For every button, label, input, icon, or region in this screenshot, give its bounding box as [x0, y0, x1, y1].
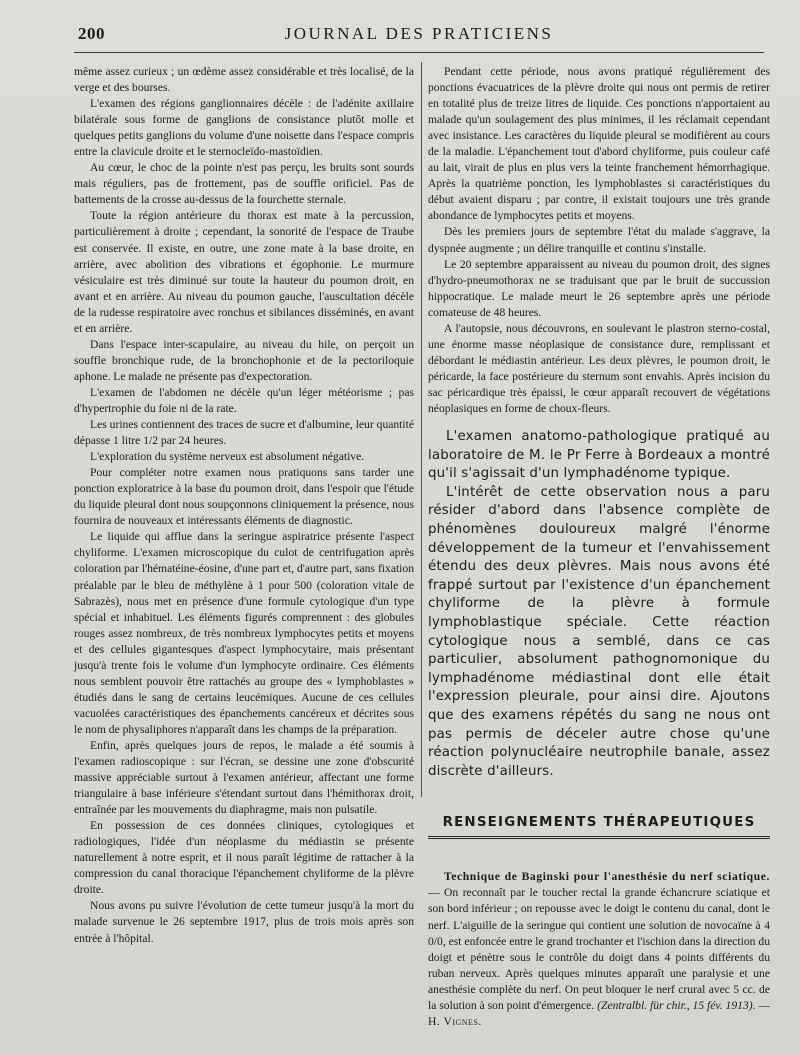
paragraph: même assez curieux ; un œdème assez considérable et très localisé, de la verge et des bourses. [74, 65, 414, 95]
paragraph: Le 20 septembre apparaissent au niveau du poumon droit, des signes d'hydro-pneumothorax ne se traduisant que par le bruit de succussion hippocratique. Le malade meurt le 26 septembre après une période comateuse de 48 heures. [428, 257, 770, 319]
journal-title: JOURNAL DES PRATICIENS [284, 24, 554, 43]
note-title: Technique de Baginski pour l'anesthésie du nerf sciatique. [444, 870, 770, 884]
note-dash: — [755, 998, 771, 1012]
note-body: — On reconnaît par le toucher rectal la grande échancrure sciatique et son bord inférieur ; on repousse avec le doigt le contenu du canal, dont le nerf. L'aiguille de la seringue qui contient une solution de novocaïne à 4 0/0, est enfoncée entre le grand trochanter et l'ischion dans la direction du doigt et pénètre sous le contrôle du doigt dans 4 points différents du ruban nerveux. Après quelques minutes apparaît une paralysie et une anesthésie complète du nerf. On peut bloquer le nerf crural avec 5 cc. de la solution à son point d'émergence. [428, 886, 770, 1012]
paragraph: Dès les premiers jours de septembre l'état du malade s'aggrave, la dyspnée augmente ; un délire tranquille et continu s'installe. [428, 225, 770, 255]
right-column [428, 64, 770, 1055]
paragraph: Les urines contiennent des traces de sucre et d'albumine, leur quantité dépasse 1 litre 1/2 par 24 heures. [74, 418, 414, 448]
paragraph: L'examen de l'abdomen ne décèle qu'un léger météorisme ; pas d'hypertrophie du foie ni de la rate. [74, 385, 414, 415]
paragraph: Enfin, après quelques jours de repos, le malade a été soumis à l'examen radioscopique : sur l'écran, se dessine une zone d'obscurité massive appréciable surtout à l'examen antérieur, affectant une forme triangulaire à base inférieure s'étendant surtout dans l'hémithorax droit, entraînée par les mouvements du diaphragme, mais non pulsatile. [74, 738, 414, 817]
paragraph: A l'autopsie, nous découvrons, en soulevant le plastron sterno-costal, une énorme masse néoplasique de consistance dure, remplissant et débordant le médiastin antérieur. Les deux plèvres, le poumon droit, le péricarde, la face postérieure du sternum sont envahis. Après incision du sac péricardique très épaissi, le cœur apparaît recouvert de végétations néoplasiques en forme de choux-fleurs. [428, 321, 770, 415]
note-source: (Zentralbl. für chir., 15 fév. 1913). [597, 998, 756, 1012]
page-number: 200 [78, 24, 105, 43]
therapeutic-note [428, 869, 770, 1029]
section-heading: RENSEIGNEMENTS THÉRAPEUTIQUES [428, 815, 770, 839]
conclusion-block [428, 428, 770, 781]
paragraph: Au cœur, le choc de la pointe n'est pas perçu, les bruits sont sourds mais réguliers, pas de frottement, pas de souffle orificiel. Pas de battements de la crosse au-dessus de la fourchette sternale. [74, 161, 414, 207]
paragraph: Le liquide qui afflue dans la seringue aspiratrice présente l'aspect chyliforme. L'examen microscopique du culot de centrifugation après coloration par l'hématéine-éosine, d'une part et, d'autre part, sans fixation préalable par le bleu de méthylène à 1 pour 500 (coloration vitale de Sabrazès), nous met en présence d'une formule cytologique d'un type spécial et inhabituel. Les éléments figurés comprennent : des globules rouges assez nombreux, de très nombreux lymphocytes petits et moyens et des cellules gigantesques d'aspect lymphocytaire, mais présentant jusqu'à trente fois le volume d'un lymphocyte ordinaire. Ces éléments nous semblent pouvoir être rattachés au groupe des « lymphoblastes » étudiés dans le sang de certains leucémiques. Aucune de ces cellules vacuolées caractéristiques des épanchements cancéreux et décrites sous le nom de physaliphores n'apparaît dans les champs de la préparation. [74, 530, 414, 736]
conclusion-paragraph: L'intérêt de cette observation nous a paru résider d'abord dans l'absence complète de phénomènes douloureux malgré l'énorme développement de la tumeur et l'envahissement étendu des deux plèvres. Mais nous avons été frappé surtout par l'existence d'un épanchement chyliforme de la plèvre à formule lymphoblastique spéciale. Cette réaction cytologique nous a semblé, dans ce cas particulier, absolument pathognomonique du lymphadénome médiastinal dont elle était l'expression pleurale, pour ainsi dire. Ajoutons que des examens répétés du sang ne nous ont pas permis de déceler autre chose qu'une réaction polynucléaire neutrophile banale, assez discrète d'ailleurs. [428, 484, 770, 779]
paragraph: Nous avons pu suivre l'évolution de cette tumeur jusqu'à la mort du malade survenue le 26 septembre 1917, plus de trois mois après son entrée à l'hôpital. [74, 899, 414, 945]
page-header [74, 22, 764, 53]
paragraph: L'examen des régions ganglionnaires décèle : de l'adénite axillaire bilatérale sous forme de ganglions de consistance plutôt molle et quelques petits ganglions du volume d'une noisette dans l'espace compris entre la clavicule droite et le sternocleïdo-mastoïdien. [74, 97, 414, 159]
conclusion-paragraph: L'examen anatomo-pathologique pratiqué au laboratoire de M. le Pr Ferre à Bordeaux a montré qu'il s'agissait d'un lymphadénome typique. [428, 429, 770, 482]
paragraph: Pour compléter notre examen nous pratiquons sans tarder une ponction exploratrice à la base du poumon droit, dans l'espoir que l'étude du liquide pleural dont nous soupçonnons cliniquement la présence, nous fournira de nouveaux et intéressants éléments de diagnostic. [74, 466, 414, 528]
note-signature: H. Vignes. [428, 1014, 482, 1028]
left-column [74, 64, 414, 947]
paragraph: L'exploration du système nerveux est absolument négative. [90, 450, 365, 464]
paragraph: Pendant cette période, nous avons pratiqué régulièrement des ponctions évacuatrices de la plèvre droite qui nous ont permis de retirer en totalité plus de treize litres de liquide. Ces ponctions n'apportaient au malade qu'un soulagement des plus minimes, il les réclamait cependant avec insistance. Les caractères du liquide pleural se modifièrent au cours de la maladie. L'épanchement tout d'abord chyliforme, puis couleur café au lait, virait de plus en plus vers la teinte franchement hémorrhagique. Après la quatrième ponction, les lymphoblastes si caractéristiques du début avaient disparu ; par contre, il existait toujours une très grande abondance de lymphocytes petits et moyens. [428, 65, 770, 223]
column-divider [421, 62, 422, 797]
paragraph: Toute la région antérieure du thorax est mate à la percussion, particulièrement à droite ; cependant, la sonorité de l'espace de Traube est conservée. Il existe, en outre, une zone mate à la base droite, en arrière, avec abolition des vibrations et égophonie. Le murmure vésiculaire est très diminué sur toute la hauteur du poumon droit, en avant et en arrière. Au niveau du poumon gauche, l'auscultation décèle de la rudesse respiratoire avec ronchus et sibilances disséminés, en avant et en arrière. [74, 209, 414, 335]
paragraph: En possession de ces données cliniques, cytologiques et radiologiques, l'idée d'un néoplasme du médiastin se présente naturellement à notre esprit, et il nous paraît légitime de rattacher à la compression du canal thoracique l'épanchement chyliforme de la plèvre droite. [74, 819, 414, 897]
paragraph: Dans l'espace inter-scapulaire, au niveau du hile, on perçoit un souffle bronchique rude, de la bronchophonie et de la pectoriloquie aphone. Le malade ne présente pas d'expectoration. [74, 337, 414, 383]
